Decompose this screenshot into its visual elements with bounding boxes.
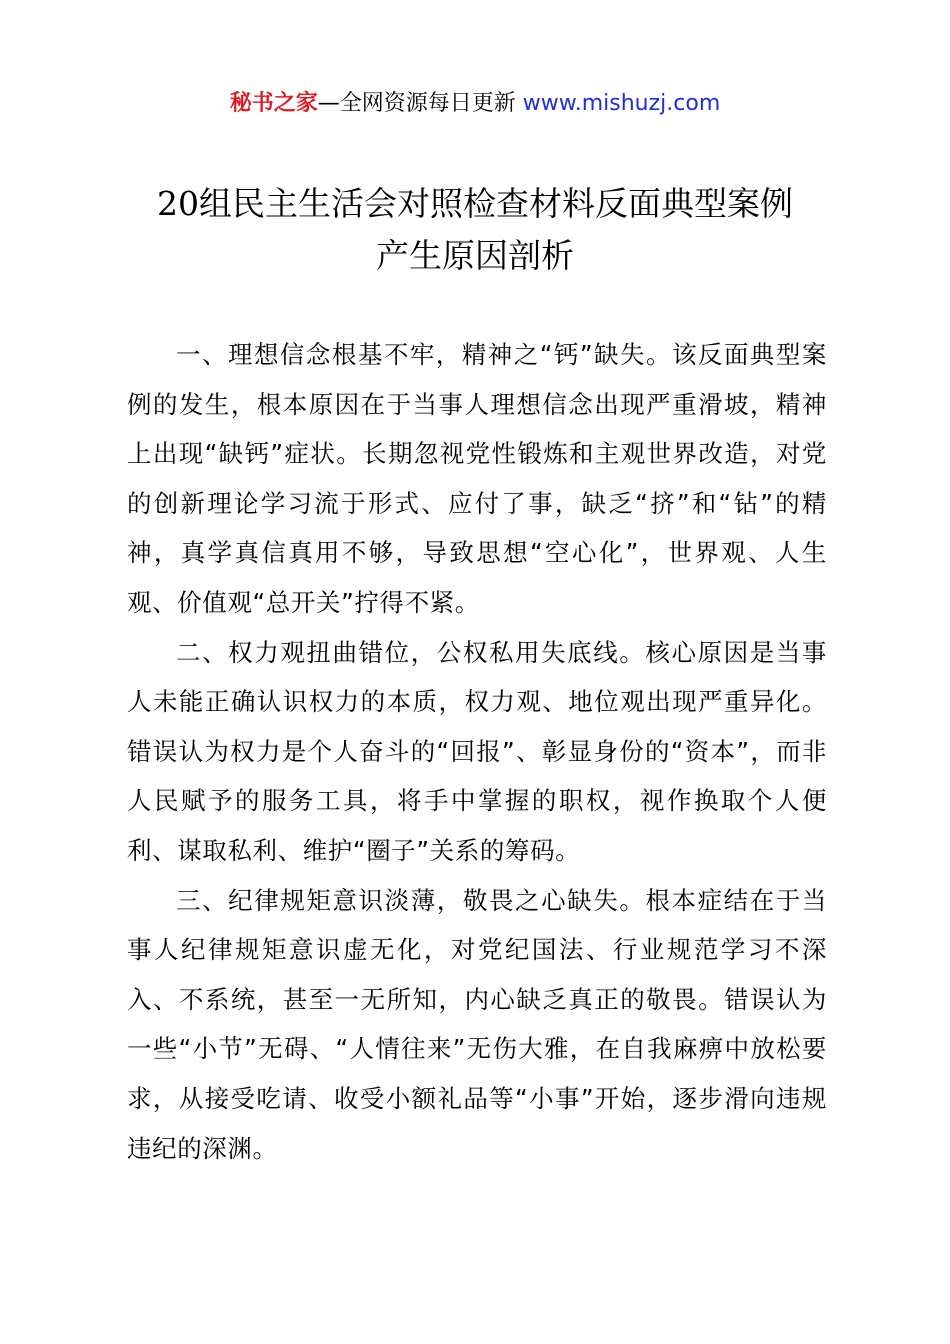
site-header [0, 86, 950, 122]
header-tagline: —全网资源每日更新 [317, 91, 523, 116]
paragraph-1: 一、理想信念根基不牢，精神之“钙”缺失。该反面典型案例的发生，根本原因在于当事人理想信念出现严重滑坡，精神上出现“缺钙”症状。长期忽视党性锻炼和主观世界改造，对党的创新理论学习流于形式、应付了事，缺乏“挤”和“钻”的精神，真学真信真用不够，导致思想“空心化”，世界观、人生观、价值观“总开关”拧得不紧。 [127, 340, 827, 617]
title-line-1: 20组民主生活会对照检查材料反面典型案例 [157, 184, 793, 223]
title-line-2: 产生原因剖析 [376, 236, 574, 275]
site-url-link[interactable]: www.mishuzj.com [522, 91, 721, 116]
paragraph-3: 三、纪律规矩意识淡薄，敬畏之心缺失。根本症结在于当事人纪律规矩意识虚无化，对党纪国法、行业规范学习不深入、不系统，甚至一无所知，内心缺乏真正的敬畏。错误认为一些“小节”无碍、“人情往来”无伤大雅，在自我麻痹中放松要求，从接受吃请、收受小额礼品等“小事”开始，逐步滑向违规违纪的深渊。 [127, 885, 827, 1163]
paragraph-2: 二、权力观扭曲错位，公权私用失底线。核心原因是当事人未能正确认识权力的本质，权力观、地位观出现严重异化。错误认为权力是个人奋斗的“回报”、彰显身份的“资本”，而非人民赋予的服务工具，将手中掌握的职权，视作换取个人便利、谋取私利、维护“圈子”关系的筹码。 [127, 637, 827, 865]
document-body [127, 330, 827, 1173]
brand-name: 秘书之家 [229, 91, 318, 116]
document-title [60, 178, 890, 282]
